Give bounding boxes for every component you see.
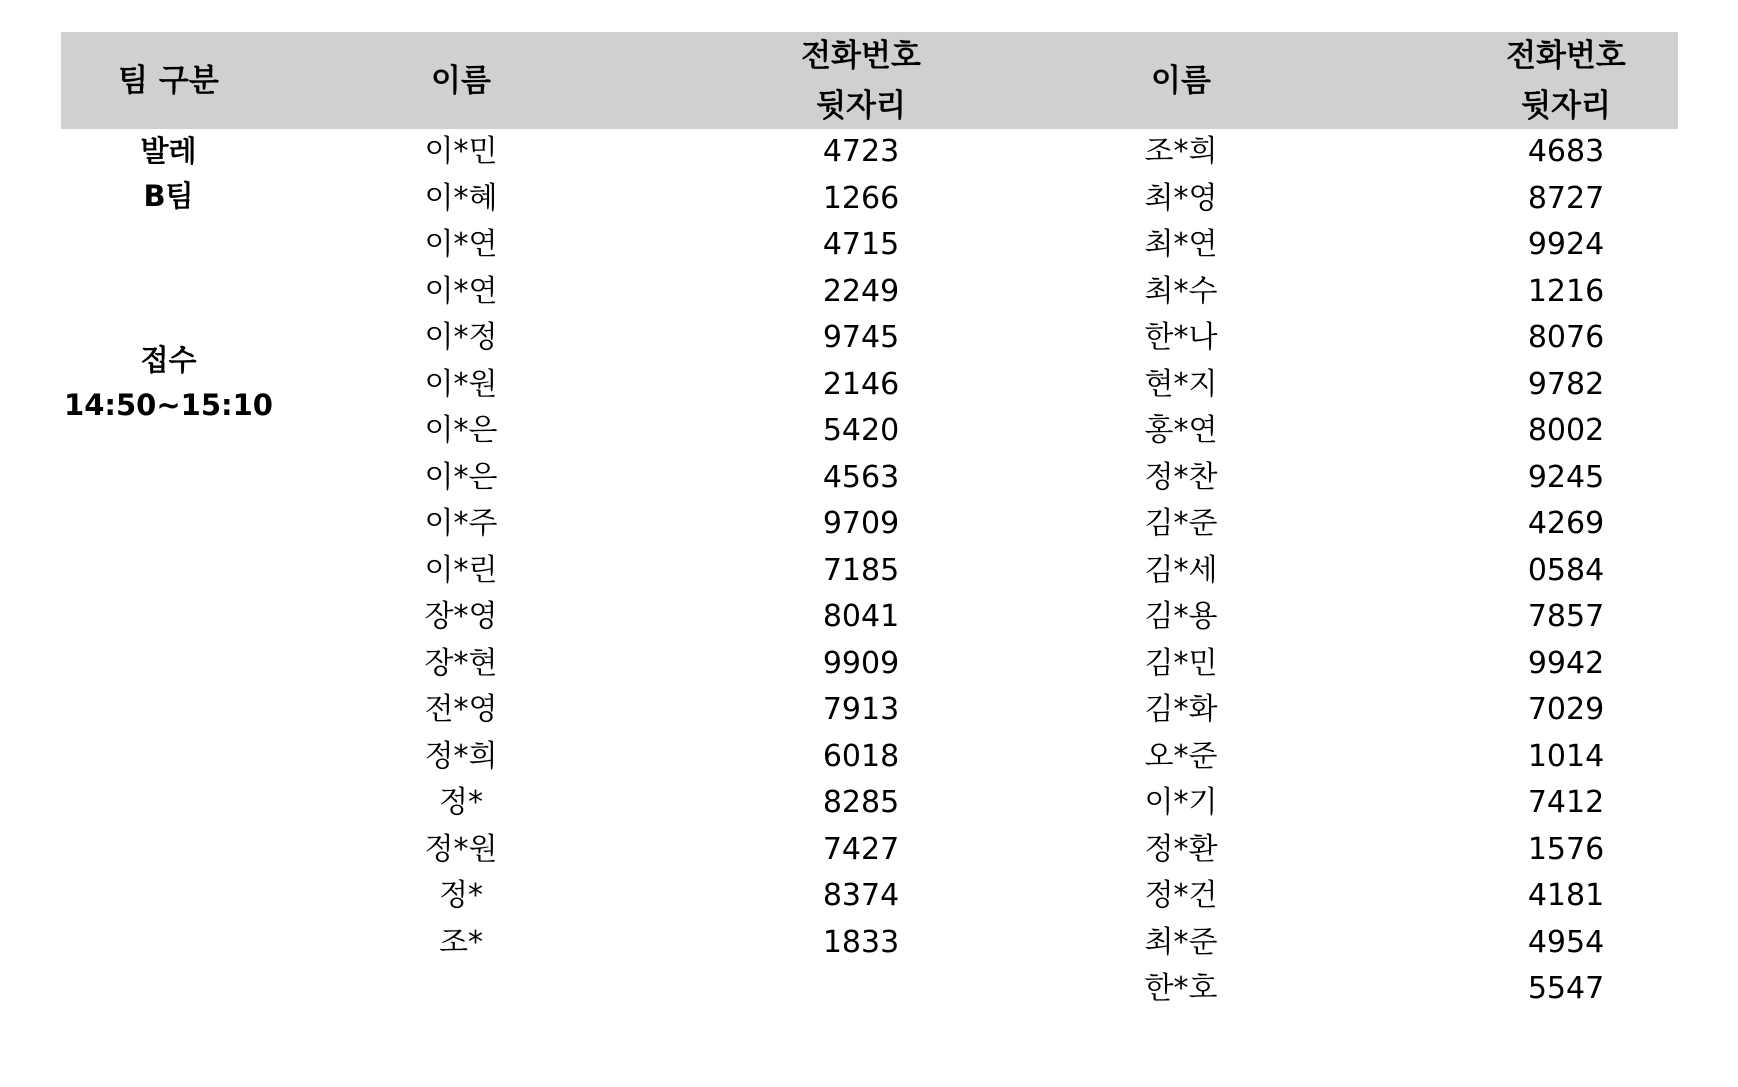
header-phone-label-line1: 전화번호 xyxy=(801,37,921,74)
left-phone-column xyxy=(691,129,1031,966)
table-cell-name: 최*준 xyxy=(1144,924,1218,960)
table-cell-phone: 8727 xyxy=(1527,180,1605,216)
table-cell-phone: 7427 xyxy=(822,831,900,867)
table-cell-phone: 4723 xyxy=(822,134,900,169)
table-cell-phone: 7029 xyxy=(1527,692,1605,727)
table-cell-name: 이*연 xyxy=(424,227,498,262)
table-cell-phone: 4181 xyxy=(1527,878,1605,913)
table-cell-phone: 9782 xyxy=(1527,366,1605,402)
table-cell-name: 정* xyxy=(439,878,483,913)
table-cell-name: 장*현 xyxy=(424,645,498,681)
header-phone-left xyxy=(691,32,1031,129)
table-cell-phone: 4563 xyxy=(822,459,900,495)
table-cell-phone: 1576 xyxy=(1527,831,1605,867)
table-cell-name: 조*희 xyxy=(1144,134,1218,169)
table-cell-phone: 1014 xyxy=(1527,738,1605,774)
table-cell-name: 이*기 xyxy=(1144,785,1218,820)
table-cell-name: 한*호 xyxy=(1144,971,1218,1006)
table-cell-name: 장*영 xyxy=(424,599,498,634)
reception-label: 접수 xyxy=(140,343,197,377)
table-cell-phone: 1266 xyxy=(822,180,900,216)
header-team-label: 팀 구분 xyxy=(118,62,219,99)
table-cell-name: 이*연 xyxy=(424,273,498,309)
table-cell-name: 정*원 xyxy=(424,831,498,867)
header-name-label: 이름 xyxy=(1151,62,1211,99)
header-phone-label-line2: 뒷자리 xyxy=(1521,87,1611,124)
table-cell-name: 이*은 xyxy=(424,413,498,448)
table-cell-phone: 4683 xyxy=(1527,134,1605,169)
table-cell-name: 정*환 xyxy=(1144,831,1218,867)
left-name-column xyxy=(341,129,581,966)
table-cell-phone: 8002 xyxy=(1527,413,1605,448)
table-cell-name: 김*화 xyxy=(1144,692,1218,727)
table-cell-phone: 2146 xyxy=(822,366,900,402)
roster-table xyxy=(61,32,1678,129)
header-phone-label-line2: 뒷자리 xyxy=(816,87,906,124)
table-cell-phone: 4269 xyxy=(1527,506,1605,541)
table-cell-name: 홍*연 xyxy=(1144,413,1218,448)
header-name-left xyxy=(341,32,581,129)
reception-time: 14:50~15:10 xyxy=(64,388,273,422)
table-cell-name: 전*영 xyxy=(424,692,498,727)
table-cell-phone: 4715 xyxy=(822,227,900,262)
team-reception xyxy=(61,338,276,428)
table-cell-name: 정*희 xyxy=(424,738,498,774)
table-cell-name: 정*찬 xyxy=(1144,459,1218,495)
table-cell-name: 이*주 xyxy=(424,506,498,541)
team-name-line1: 발레 xyxy=(140,134,197,168)
table-cell-phone: 8374 xyxy=(822,878,900,913)
table-cell-name: 최*연 xyxy=(1144,227,1218,262)
table-cell-phone: 7913 xyxy=(822,692,900,727)
table-cell-name: 이*정 xyxy=(424,320,498,355)
table-cell-name: 김*세 xyxy=(1144,552,1218,588)
header-name-label: 이름 xyxy=(431,62,491,99)
table-cell-phone: 9924 xyxy=(1527,227,1605,262)
table-cell-phone: 9942 xyxy=(1527,645,1605,681)
table-cell-name: 최*수 xyxy=(1144,273,1218,309)
table-cell-phone: 9245 xyxy=(1527,459,1605,495)
team-name-line2: B팀 xyxy=(143,179,194,213)
table-cell-phone: 9745 xyxy=(822,320,900,355)
table-cell-name: 한*나 xyxy=(1144,320,1218,355)
table-cell-name: 이*은 xyxy=(424,459,498,495)
table-cell-phone: 9909 xyxy=(822,645,900,681)
team-name xyxy=(61,129,276,219)
table-cell-name: 최*영 xyxy=(1144,180,1218,216)
table-cell-name: 이*민 xyxy=(424,134,498,169)
table-cell-phone: 1216 xyxy=(1527,273,1605,309)
table-cell-phone: 4954 xyxy=(1527,924,1605,960)
table-cell-name: 김*민 xyxy=(1144,645,1218,681)
header-phone-label-line1: 전화번호 xyxy=(1506,37,1626,74)
table-cell-name: 김*준 xyxy=(1144,506,1218,541)
table-cell-name: 조* xyxy=(439,924,483,960)
table-cell-phone: 7185 xyxy=(822,552,900,588)
table-cell-phone: 5547 xyxy=(1527,971,1605,1006)
table-header xyxy=(61,32,1678,129)
header-team xyxy=(61,32,276,129)
table-cell-name: 현*지 xyxy=(1144,366,1218,402)
table-cell-name: 이*원 xyxy=(424,366,498,402)
table-cell-phone: 7857 xyxy=(1527,599,1605,634)
table-cell-phone: 7412 xyxy=(1527,785,1605,820)
table-cell-phone: 8076 xyxy=(1527,320,1605,355)
table-cell-name: 김*용 xyxy=(1144,599,1218,634)
table-cell-phone: 2249 xyxy=(822,273,900,309)
header-name-right xyxy=(1061,32,1301,129)
table-cell-name: 정* xyxy=(439,785,483,820)
header-phone-right xyxy=(1396,32,1736,129)
table-cell-phone: 0584 xyxy=(1527,552,1605,588)
table-cell-name: 정*건 xyxy=(1144,878,1218,913)
table-cell-name: 이*혜 xyxy=(424,180,498,216)
table-cell-phone: 8285 xyxy=(822,785,900,820)
right-name-column xyxy=(1061,129,1301,1013)
table-cell-name: 오*준 xyxy=(1144,738,1218,774)
table-cell-name: 이*린 xyxy=(424,552,498,588)
table-cell-phone: 5420 xyxy=(822,413,900,448)
table-cell-phone: 1833 xyxy=(822,924,900,960)
table-cell-phone: 6018 xyxy=(822,738,900,774)
table-cell-phone: 9709 xyxy=(822,506,900,541)
right-phone-column xyxy=(1396,129,1736,1013)
table-cell-phone: 8041 xyxy=(822,599,900,634)
